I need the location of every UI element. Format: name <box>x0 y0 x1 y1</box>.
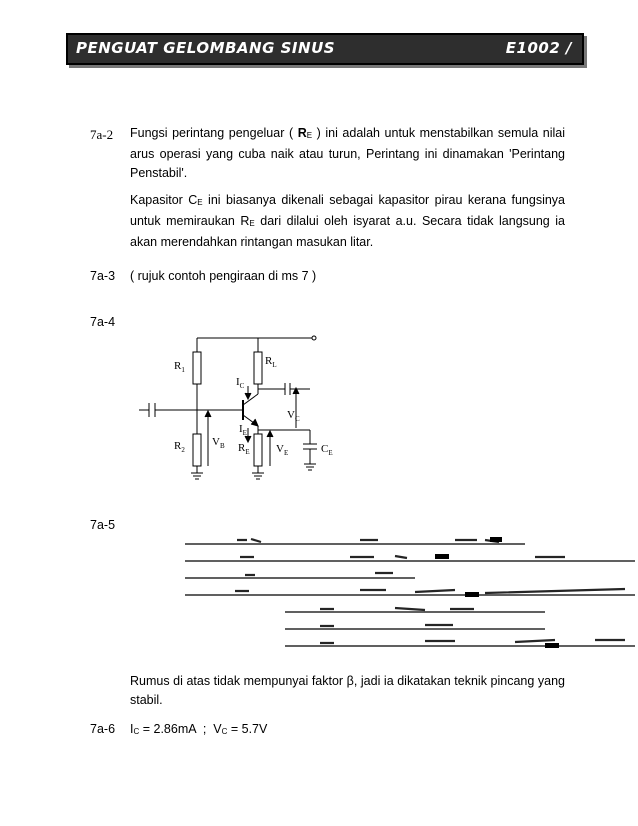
resistor-r2 <box>193 434 201 466</box>
page-header <box>66 33 584 65</box>
reference-text: ( rujuk contoh pengiraan di ms 7 ) <box>130 269 317 283</box>
header-code: E1002 / <box>505 39 572 57</box>
supply-terminal <box>312 336 316 340</box>
section-number-7a-4: 7a-4 <box>90 315 116 329</box>
label-ve: $V_E$ <box>276 443 289 457</box>
bias-formula-image <box>185 535 635 660</box>
label-ie: $I_E$ <box>239 423 247 437</box>
resistor-r1 <box>193 352 201 384</box>
section-number-7a-5: 7a-5 <box>90 518 116 532</box>
paragraph-capacitor-function: Kapasitor $C_E$ ini biasanya dikenali sebagai kapasitor pirau kerana fungsinya untuk memiraukan $R_E$ dari dilalui oleh isyarat a.u. Secara tidak langsung ia akan merendahkan rintangan masukan litar. <box>130 193 566 249</box>
label-rl: $R_L$ <box>265 355 277 369</box>
section-number-7a-3: 7a-3 <box>90 269 116 283</box>
label-r1: $R_1$ <box>174 360 185 374</box>
label-vb: $V_B$ <box>212 436 225 450</box>
header-title: PENGUAT GELOMBANG SINUS <box>76 39 336 57</box>
label-ce: $C_E$ <box>321 443 333 457</box>
paragraph-resistor-function: Fungsi perintang pengeluar ( $R_E$ ) ini adalah untuk menstabilkan semula nilai arus operasi yang cuba naik atau turun, Perintang ini dinamakan 'Perintang Penstabil'. <box>130 126 565 180</box>
label-vc: $V_C$ <box>287 409 300 423</box>
section-number-7a-2: 7a-2 <box>90 127 114 142</box>
bias-circuit-diagram <box>125 328 355 486</box>
resistor-re <box>254 434 262 466</box>
label-ic: $I_C$ <box>236 376 245 390</box>
resistor-rl <box>254 352 262 384</box>
label-re: $R_E$ <box>238 442 250 456</box>
paragraph-stable-bias: Rumus di atas tidak mempunyai faktor β, jadi ia dikatakan teknik pincang yang stabil. <box>130 674 565 707</box>
label-r2: $R_2$ <box>174 440 185 454</box>
result-values: $I_C = 2.86mA$ ; $V_C = 5.7V$ <box>130 722 268 736</box>
section-number-7a-6: 7a-6 <box>90 722 116 736</box>
